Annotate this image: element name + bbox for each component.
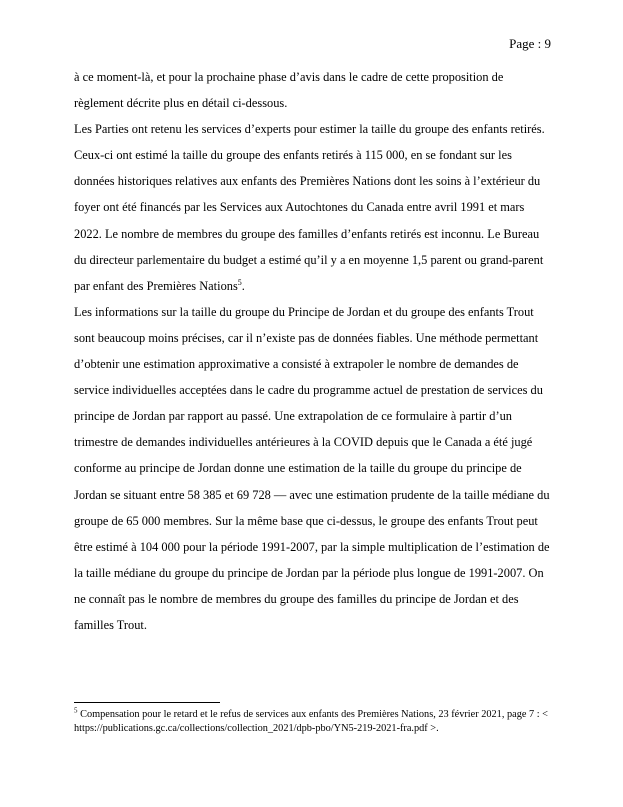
- paragraph-experts-estimate-text: Les Parties ont retenu les services d’experts pour estimer la taille du groupe des enfants retirés. Ceux-ci ont estimé la taille du groupe des enfants retirés à 115 000, en se fondant sur les données historiques relatives aux enfants des Premières Nations dont les soins à l’extérieur du foyer ont été financés par les Services aux Autochtones du Canada entre avril 1991 et mars 2022. Le nombre de membres du groupe des familles d’enfants retirés est inconnu. Le Bureau du directeur parlementaire du budget a estimé qu’il y a en moyenne 1,5 parent ou grand-parent par enfant des Premières Nations: [74, 122, 545, 293]
- paragraph-experts-estimate-end: .: [241, 278, 245, 293]
- footnote-text: Compensation pour le retard et le refus de services aux enfants des Premières Nations, 23 février 2021, page 7 : < https://publications.gc.ca/collections/collection_2021/dpb-pbo/YN5-219-2021-fra.pdf >.: [74, 709, 548, 734]
- page-number: Page : 9: [509, 36, 551, 51]
- footnote-number: 5: [74, 706, 78, 715]
- paragraph-jordan-principle: Les informations sur la taille du groupe du Principe de Jordan et du groupe des enfants Trout sont beaucoup moins précises, car il n’existe pas de données fiables. Une méthode permettant d’obtenir une estimation approximative a consisté à extrapoler le nombre de demandes de service individuelles acceptées dans le cadre du programme actuel de prestation de services du principe de Jordan par rapport au passé. Une extrapolation de ce formulaire à partir d’un trimestre de demandes individuelles antérieures à la COVID depuis que le Canada a été jugé conforme au principe de Jordan donne une estimation de la taille du groupe du principe de Jordan se situant entre 58 385 et 69 728 — avec une estimation prudente de la taille médiane du groupe de 65 000 membres. Sur la même base que ci-dessus, le groupe des enfants Trout peut être estimé à 104 000 pour la période 1991-2007, par la simple multiplication de l’estimation de la taille médiane du groupe du principe de Jordan par la période plus longue de 1991-2007. On ne connaît pas le nombre de membres du groupe des familles du principe de Jordan et des familles Trout.: [74, 304, 550, 632]
- paragraph-experts-estimate: [74, 116, 550, 299]
- footnote-separator: [74, 702, 220, 703]
- footnote-reference[interactable]: 5: [237, 277, 242, 287]
- footnote: [74, 708, 550, 736]
- document-body: [74, 64, 550, 638]
- paragraph-continuation: à ce moment-là, et pour la prochaine phase d’avis dans le cadre de cette proposition de règlement décrite plus en détail ci-dessous.: [74, 70, 504, 111]
